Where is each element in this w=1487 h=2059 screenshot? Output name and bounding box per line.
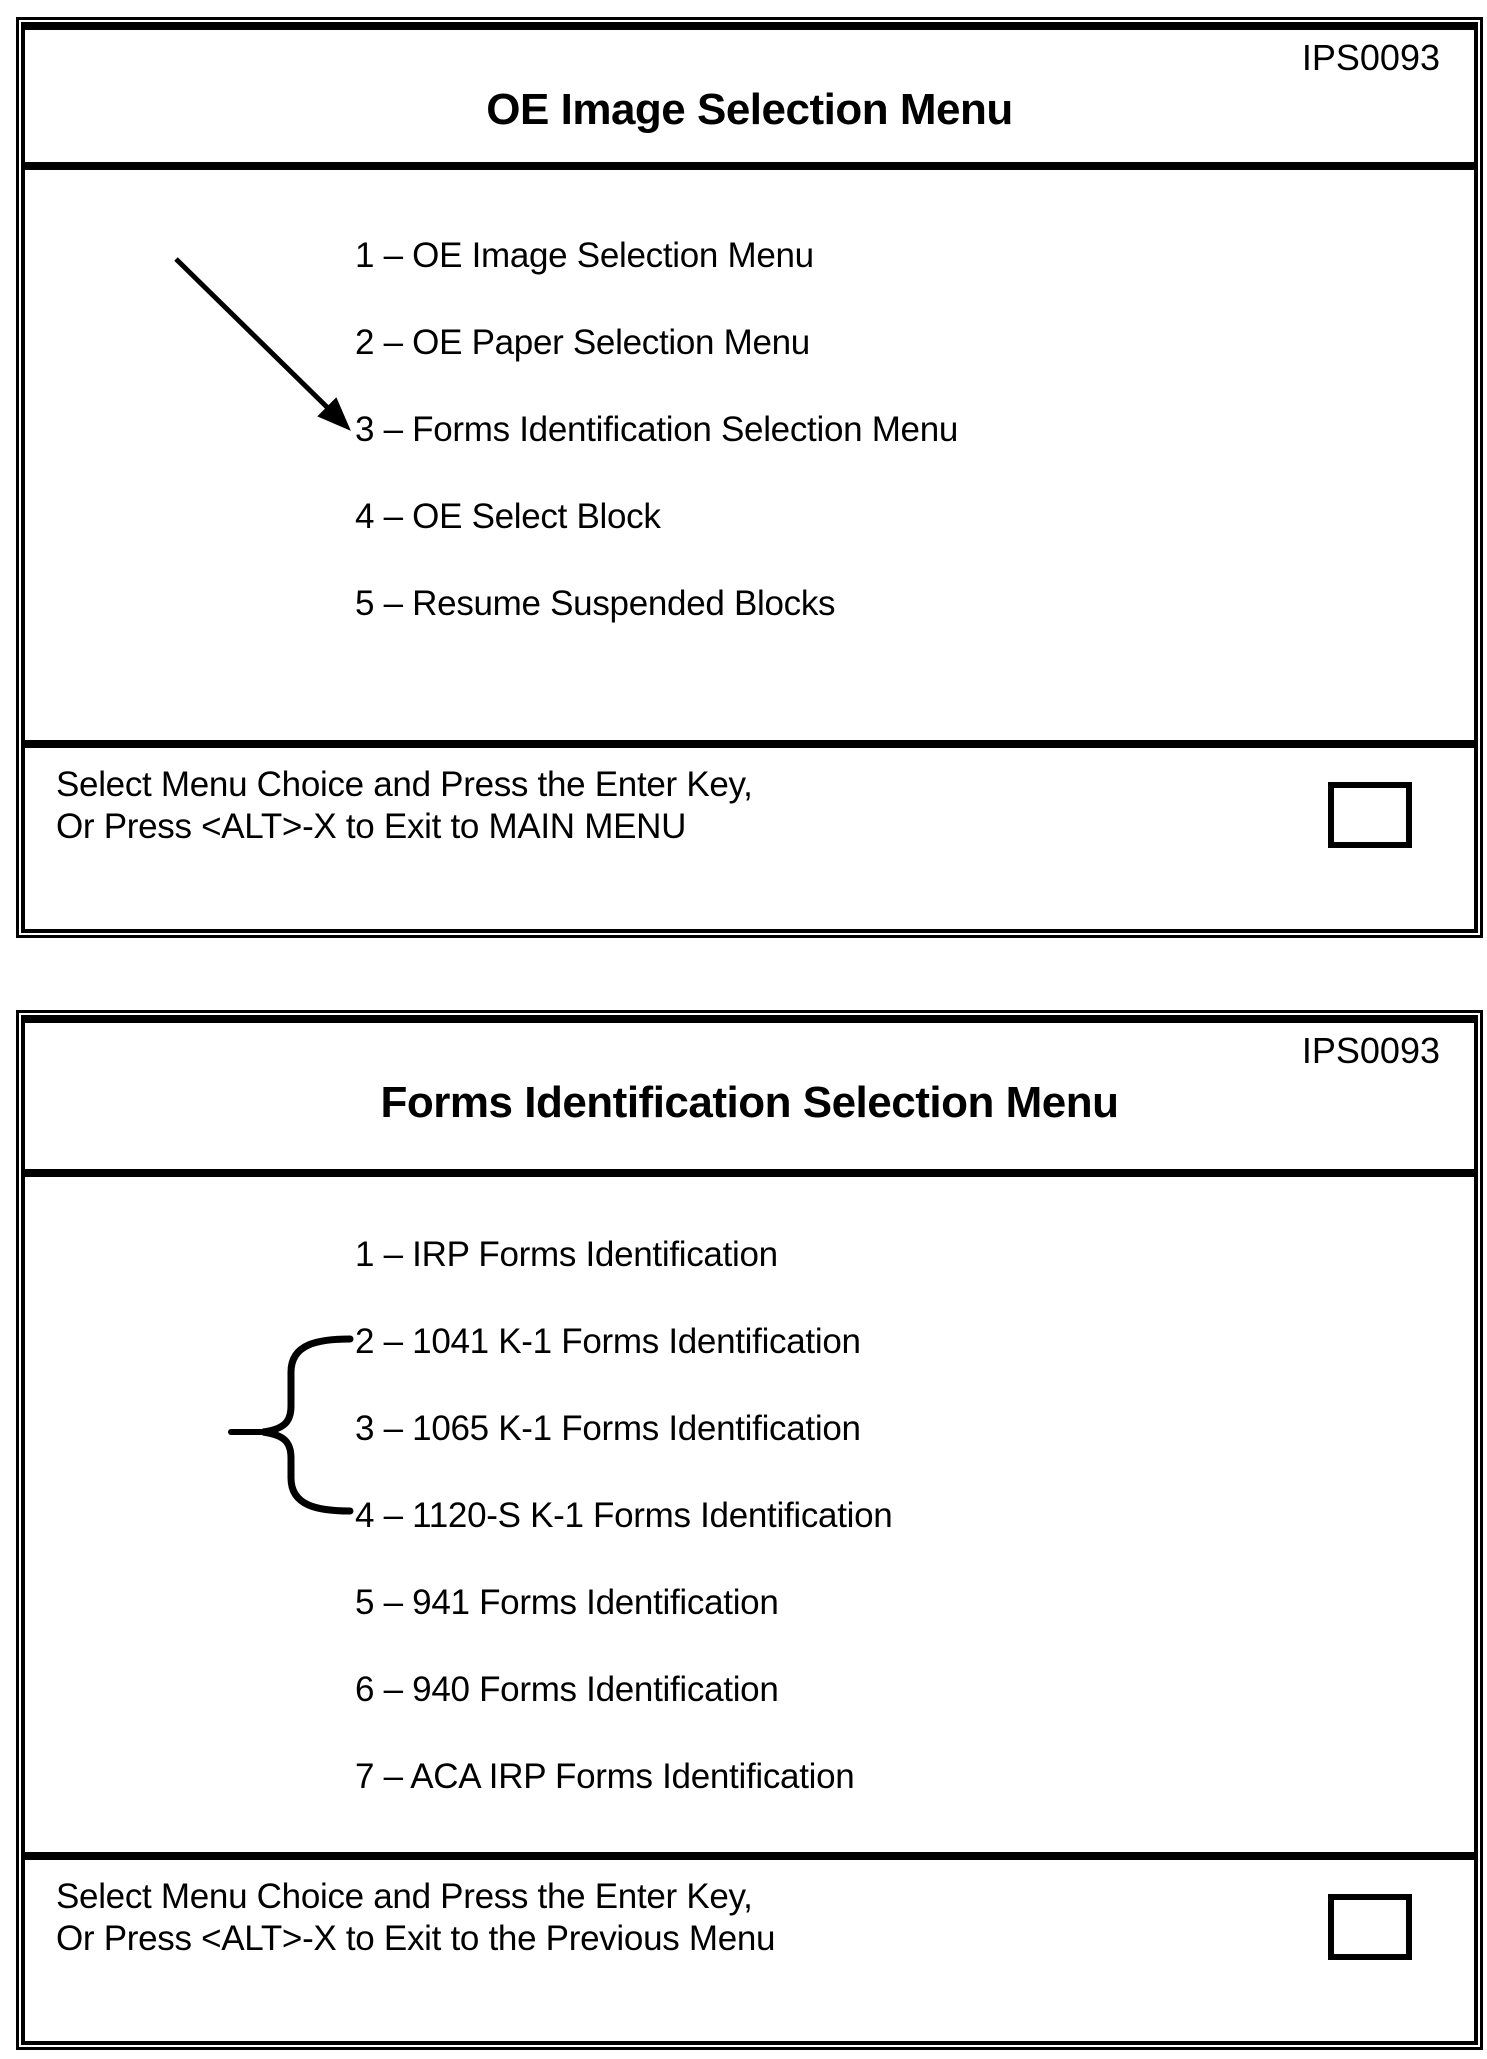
menu-item[interactable]: 3 – 1065 K-1 Forms Identification (355, 1408, 861, 1448)
footer-divider (25, 1852, 1474, 1860)
menu-item[interactable]: 7 – ACA IRP Forms Identification (355, 1756, 855, 1796)
footer-instruction-line2: Or Press <ALT>-X to Exit to the Previous Menu (56, 1919, 776, 1958)
menu-item[interactable]: 1 – IRP Forms Identification (355, 1234, 778, 1274)
screen-title: Forms Identification Selection Menu (380, 1078, 1119, 1127)
menu-item[interactable]: 5 – Resume Suspended Blocks (355, 583, 836, 623)
footer-instruction-line2: Or Press <ALT>-X to Exit to MAIN MENU (56, 807, 687, 846)
footer-instruction-line1: Select Menu Choice and Press the Enter Key, (56, 1877, 753, 1916)
screen-id-code: IPS0093 (1301, 1030, 1440, 1071)
oe-image-selection-menu-screen (16, 17, 1483, 938)
screen-footer (25, 1860, 1474, 2041)
screen-header (25, 30, 1474, 162)
menu-item[interactable]: 2 – 1041 K-1 Forms Identification (355, 1321, 861, 1361)
menu-item[interactable]: 6 – 940 Forms Identification (355, 1669, 779, 1709)
menu-item[interactable]: 3 – Forms Identification Selection Menu (355, 409, 959, 449)
menu-item[interactable]: 4 – 1120-S K-1 Forms Identification (355, 1495, 893, 1535)
screen-footer (25, 748, 1474, 929)
footer-divider (25, 740, 1474, 748)
menu-item[interactable]: 5 – 941 Forms Identification (355, 1582, 779, 1622)
menu-item[interactable]: 1 – OE Image Selection Menu (355, 235, 814, 275)
menu-list (25, 1177, 1474, 1852)
footer-instruction-line1: Select Menu Choice and Press the Enter Key, (56, 765, 753, 804)
menu-item[interactable]: 4 – OE Select Block (355, 496, 661, 536)
screen-frame (21, 1015, 1478, 2045)
header-divider (25, 162, 1474, 170)
screen-title: OE Image Selection Menu (486, 85, 1013, 134)
screen-frame (21, 22, 1478, 933)
menu-choice-input[interactable] (1328, 782, 1412, 848)
forms-identification-selection-menu-screen (16, 1010, 1483, 2050)
header-divider (25, 1169, 1474, 1177)
menu-choice-input[interactable] (1328, 1894, 1412, 1960)
menu-list (25, 170, 1474, 740)
screen-header (25, 1023, 1474, 1169)
menu-item[interactable]: 2 – OE Paper Selection Menu (355, 322, 810, 362)
screen-id-code: IPS0093 (1301, 37, 1440, 78)
